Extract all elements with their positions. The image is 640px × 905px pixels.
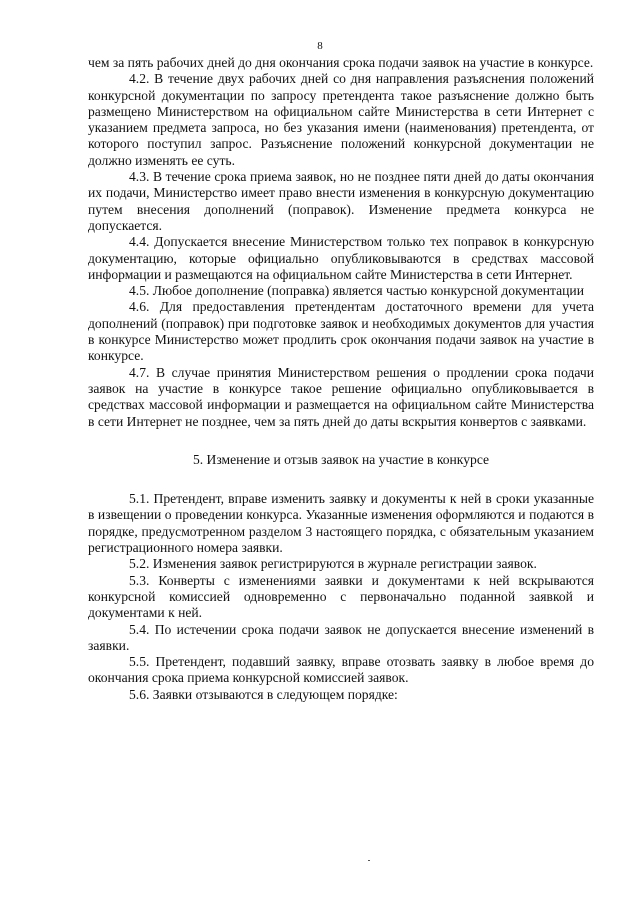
section-4: [88, 55, 594, 430]
paragraph-4-3: 4.3. В течение срока приема заявок, но не позднее пяти дней до даты окончания их подачи, Министерство имеет право внести изменения в конкурсную документацию путем внесения дополнений (поправок). Изменение предмета конкурса не допускается.: [88, 169, 594, 233]
document-body: [88, 55, 594, 703]
paragraph-5-1: 5.1. Претендент, вправе изменить заявку и документы к ней в сроки указанные в извещении о проведении конкурса. Указанные изменения оформляются и подаются в порядке, предусмотренном разделом 3 настоящего порядка, с обязательным указанием регистрационного номера заявки.: [88, 491, 594, 556]
paragraph-4-7: 4.7. В случае принятия Министерством решения о продлении срока подачи заявок на участие в конкурсе такое решение официально опубликовывается в средствах массовой информации и размещается на официальном сайте Министерства в сети Интернет не позднее, чем за пять дней до даты вскрытия конвертов с заявками.: [88, 364, 594, 429]
paragraph-4-4: 4.4. Допускается внесение Министерством только тех поправок в конкурсную документацию, которые официально опубликовываются в средствах массовой информации и размещаются на официальном сайте Министерства в сети Интернет.: [88, 234, 594, 282]
paragraph-4-5: 4.5. Любое дополнение (поправка) является частью конкурсной документации: [129, 283, 584, 299]
scan-speck: [368, 860, 370, 861]
paragraph-4-6: 4.6. Для предоставления претендентам достаточного времени для учета дополнений (поправок) при подготовке заявок и необходимых документов для участия в конкурсе Министерство может продлить срок окончания подачи заявок на участие в конкурсе.: [88, 299, 594, 364]
paragraph-4-2: 4.2. В течение двух рабочих дней со дня направления разъяснения положений конкурсной документации по запросу претендента такое разъяснение должно быть размещено Министерством на официальном сайте Министерства в сети Интернет с указанием предмета запроса, но без указания имени (наименования) претендента, от которого поступил запрос. Разъяснение положений конкурсной документации не должно изменять ее суть.: [88, 71, 594, 168]
paragraph-5-4: 5.4. По истечении срока подачи заявок не допускается внесение изменений в заявки.: [88, 621, 594, 653]
page-number: 8: [317, 40, 323, 52]
section-5-heading: 5. Изменение и отзыв заявок на участие в конкурсе: [192, 451, 490, 467]
paragraph-5-5: 5.5. Претендент, подавший заявку, вправе отозвать заявку в любое время до окончания срока приема конкурсной комиссией заявок.: [88, 654, 594, 686]
paragraph-5-2: 5.2. Изменения заявок регистрируются в журнале регистрации заявок.: [129, 556, 537, 572]
paragraph-5-3: 5.3. Конверты с изменениями заявки и документами к ней вскрываются конкурсной комиссией одновременно с первоначально поданной заявкой и документами к ней.: [88, 572, 594, 621]
paragraph-continuation: чем за пять рабочих дней до дня окончания срока подачи заявок на участие в конкурсе.: [88, 55, 594, 70]
paragraph-5-6: 5.6. Заявки отзываются в следующем порядке:: [129, 686, 398, 702]
section-5: [88, 491, 594, 703]
